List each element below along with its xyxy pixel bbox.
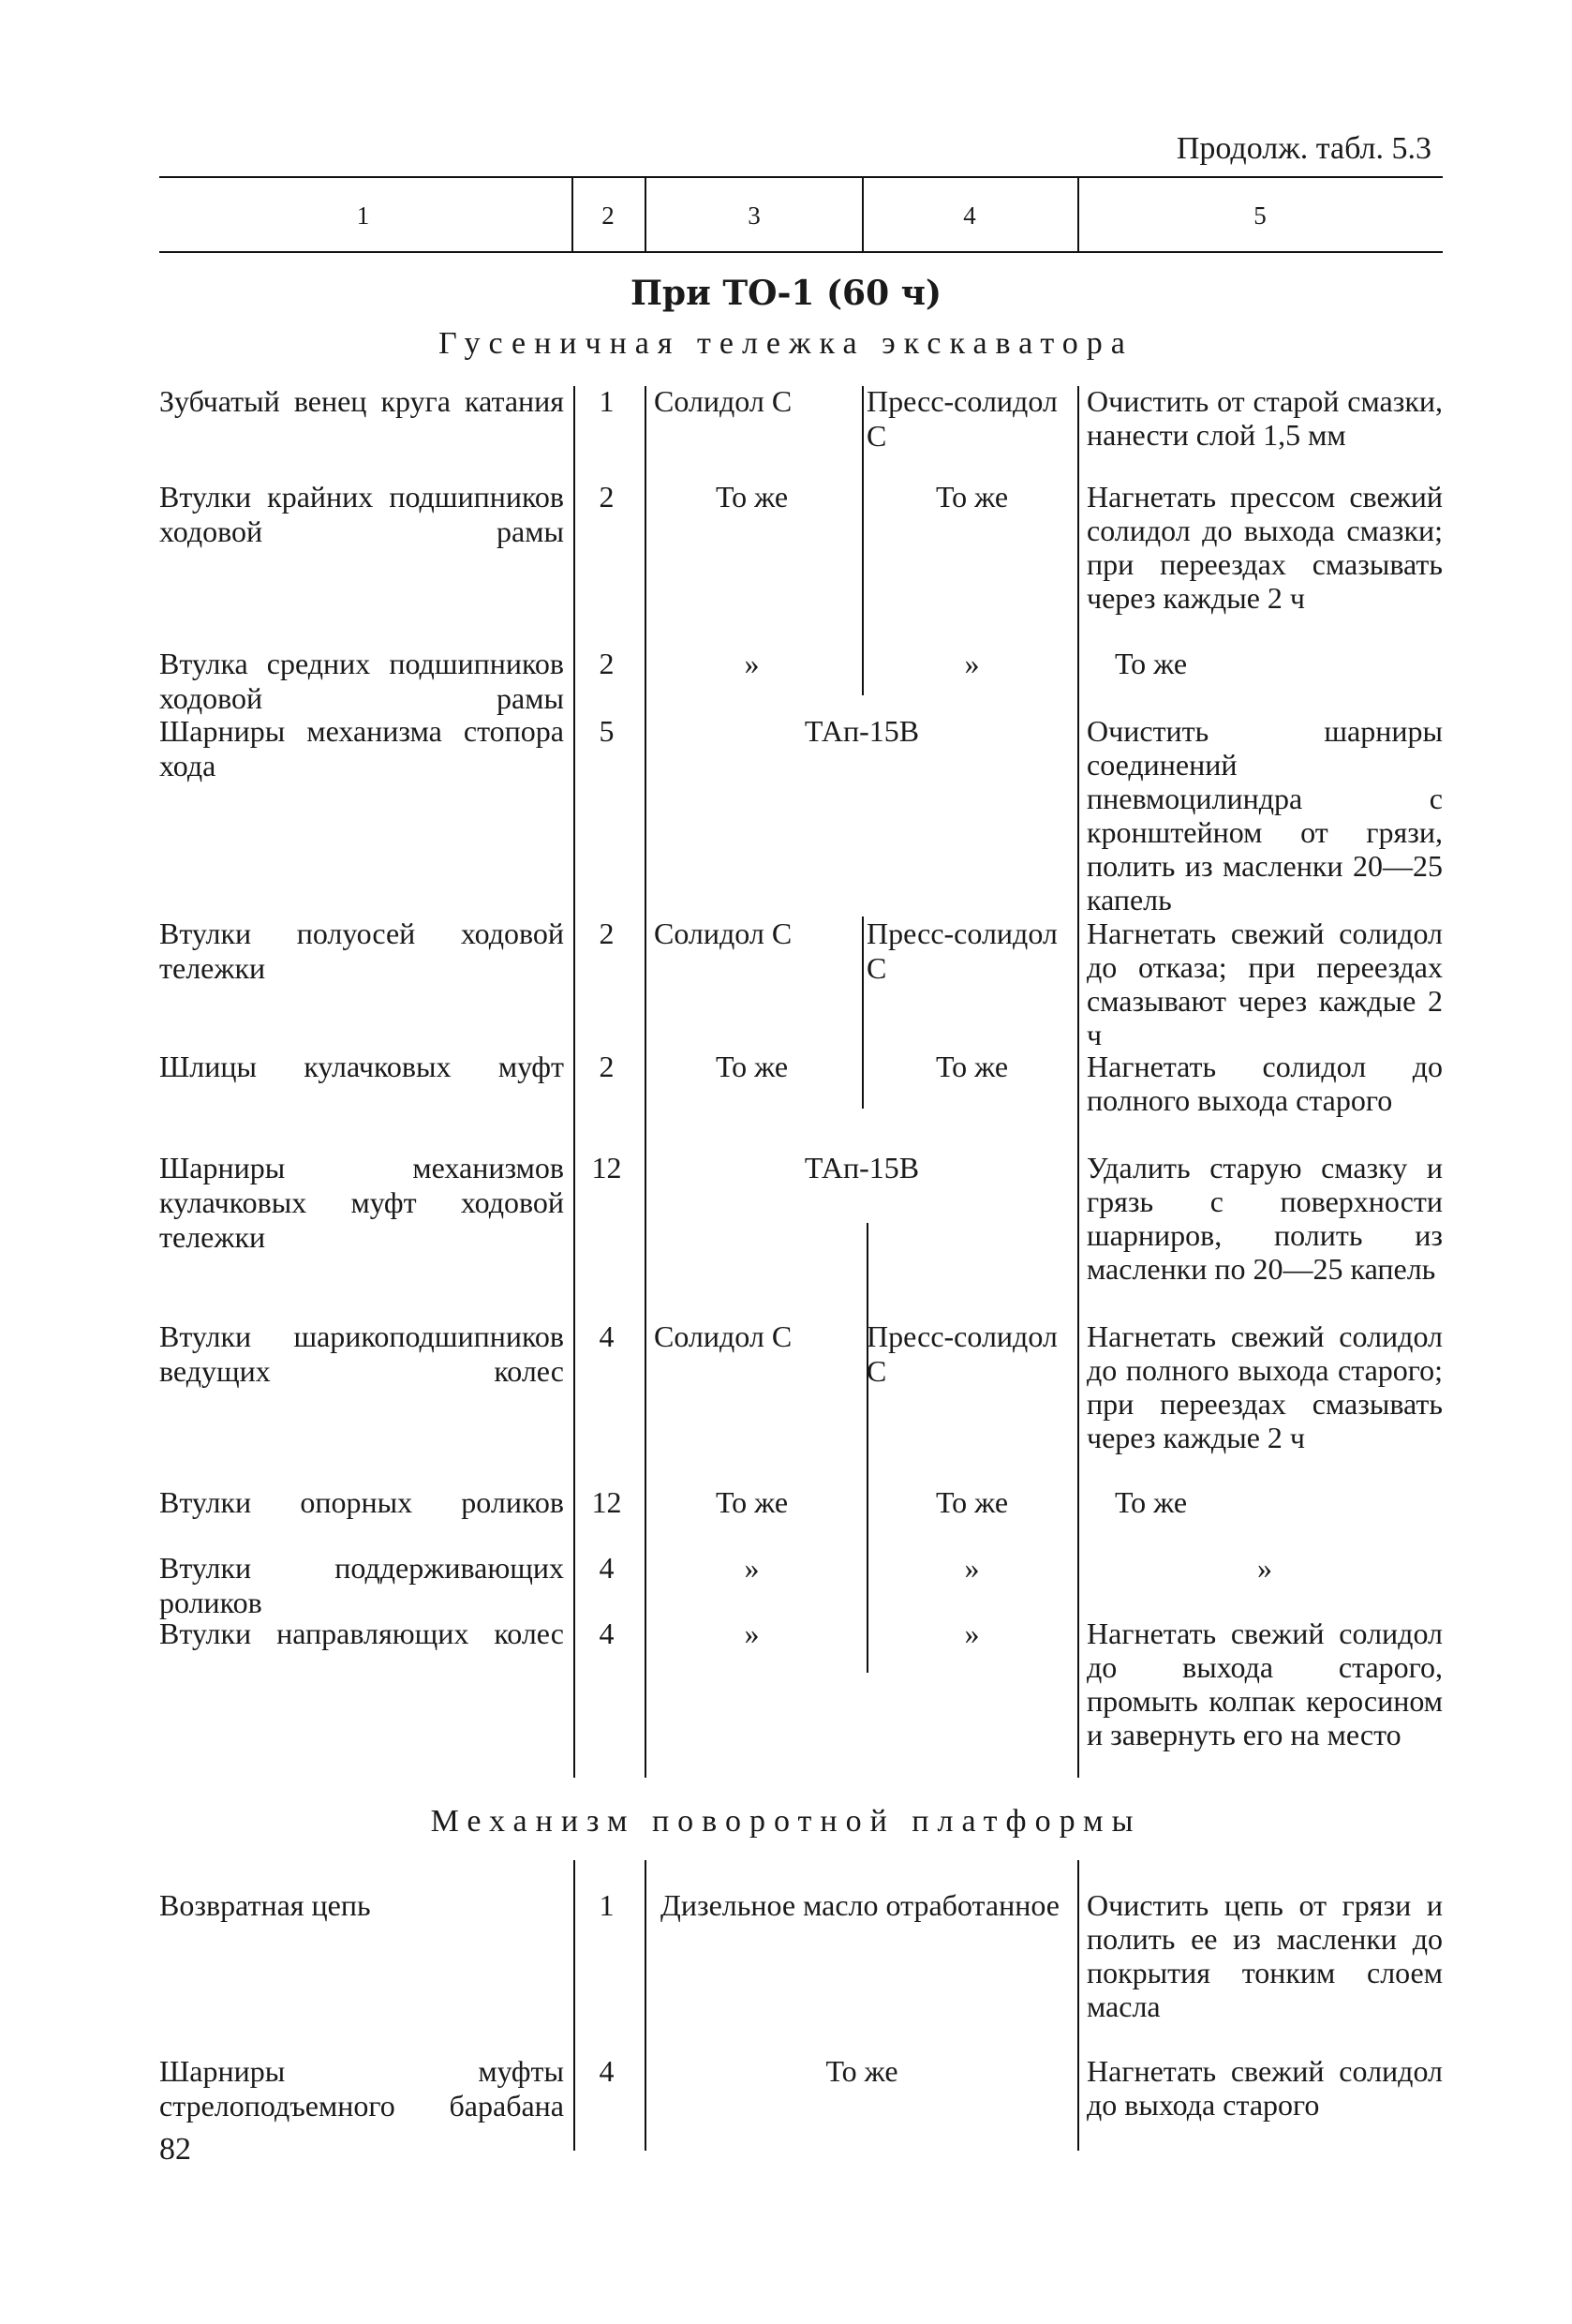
table-row-lubricant: Солидол С (654, 384, 793, 418)
table-row-lubricant: Солидол С (654, 916, 793, 950)
table-row-lubricant: То же (825, 2054, 898, 2088)
table-row-point-count: 2 (599, 1050, 615, 1083)
header-separator (1077, 178, 1079, 251)
table-row-instructions: Удалить старую смазку и грязь с поверхности шарниров, полить из масленки по 20—25 капель (1087, 1151, 1443, 1286)
column-separator (1077, 386, 1079, 1778)
table-row-lubricant: » (744, 1551, 760, 1585)
header-col-5: 5 (1253, 201, 1267, 230)
table-row-point-count: 12 (591, 1485, 622, 1519)
table-row-part-name: Шлицы кулачковых муфт (159, 1050, 564, 1083)
table-row-substitute: То же (935, 1050, 1009, 1083)
header-col-1: 1 (356, 201, 370, 230)
table-row-instructions: Нагнетать свежий солидол до выхода старого, промыть колпак керосином и завернуть его на место (1087, 1616, 1443, 1751)
maintenance-subtitle: При ТО-1 (60 ч) (630, 274, 942, 313)
table-row-substitute: То же (935, 480, 1009, 514)
table-row-substitute: Пресс-солидол С (867, 1319, 1058, 1388)
header-separator (571, 178, 573, 251)
table-row-part-name: Втулки опорных роликов (159, 1485, 564, 1519)
section-title: Механизм поворотной платформы (430, 1804, 1142, 1839)
table-row-point-count: 2 (599, 480, 615, 514)
table-row-lubricant: » (744, 1616, 760, 1650)
table-row-part-name: Втулка средних подшипников ходовой рамы (159, 647, 564, 715)
page-number: 82 (159, 2132, 191, 2167)
table-row-part-name: Шарниры механизмов кулачковых муфт ходовой тележки (159, 1151, 564, 1254)
table-row-point-count: 4 (599, 1551, 615, 1585)
header-col-4: 4 (963, 201, 976, 230)
column-separator (1077, 1860, 1079, 2151)
header-separator (862, 178, 864, 251)
table-row-part-name: Возвратная цепь (159, 1888, 371, 1922)
table-row-instructions: Очистить от старой смазки, нанести слой 1,5 мм (1087, 384, 1443, 452)
table-row-instructions: Очистить шарниры соединений пневмоцилиндра с кронштейном от грязи, полить из масленки 20—25 капель (1087, 714, 1443, 916)
table-continuation-label: Продолж. табл. 5.3 (1176, 131, 1431, 166)
header-top-rule (159, 176, 1443, 178)
table-row-part-name: Шарниры муфты стрелоподъемного барабана (159, 2054, 564, 2123)
table-row-substitute: То же (935, 1485, 1009, 1519)
table-row-lubricant: То же (715, 480, 789, 514)
table-row-instructions: То же (1115, 1485, 1188, 1519)
table-row-instructions: Нагнетать солидол до полного выхода старого (1087, 1050, 1443, 1117)
table-row-part-name: Втулки направляющих колес (159, 1616, 564, 1650)
table-row-instructions: Нагнетать свежий солидол до выхода старого (1087, 2054, 1443, 2122)
table-row-point-count: 2 (599, 916, 615, 950)
table-row-lubricant: То же (715, 1050, 789, 1083)
table-row-substitute: Пресс-солидол С (867, 384, 1058, 453)
table-row-point-count: 4 (599, 2054, 615, 2088)
table-row-lubricant: ТАп-15В (804, 714, 920, 748)
table-row-point-count: 2 (599, 647, 615, 680)
table-row-substitute: Пресс-солидол С (867, 916, 1058, 985)
column-separator (645, 1860, 646, 2151)
table-row-instructions: То же (1115, 647, 1188, 680)
header-col-2: 2 (601, 201, 615, 230)
table-row-instructions: » (1257, 1551, 1272, 1585)
table-row-part-name: Втулки полуосей ходовой тележки (159, 916, 564, 985)
table-row-part-name: Шарниры механизма стопора хода (159, 714, 564, 782)
header-separator (645, 178, 646, 251)
table-row-part-name: Втулки шарикоподшипников ведущих колес (159, 1319, 564, 1388)
table-row-lubricant: » (744, 647, 760, 680)
table-row-instructions: Нагнетать свежий солидол до отказа; при переездах смазывают через каждые 2 ч (1087, 916, 1443, 1051)
table-row-point-count: 4 (599, 1616, 615, 1650)
section-title: Гусеничная тележка экскаватора (438, 326, 1134, 361)
table-row-point-count: 1 (599, 384, 615, 418)
header-col-3: 3 (748, 201, 761, 230)
column-separator (867, 1223, 868, 1673)
table-row-point-count: 1 (599, 1888, 615, 1922)
table-row-lubricant: Дизельное масло отработанное (660, 1888, 1060, 1922)
column-separator (862, 386, 864, 695)
table-row-substitute: » (964, 1551, 980, 1585)
table-row-part-name: Зубчатый венец круга катания (159, 384, 564, 418)
table-row-lubricant: ТАп-15В (804, 1151, 920, 1184)
table-row-lubricant: То же (715, 1485, 789, 1519)
table-row-part-name: Втулки крайних подшипников ходовой рамы (159, 480, 564, 548)
table-row-point-count: 5 (599, 714, 615, 748)
table-row-point-count: 4 (599, 1319, 615, 1353)
table-row-instructions: Нагнетать свежий солидол до полного выхода старого; при переездах смазывать через каждые 2 ч (1087, 1319, 1443, 1454)
table-row-instructions: Нагнетать прессом свежий солидол до выхода смазки; при переездах смазывать через каждые 2 ч (1087, 480, 1443, 615)
table-row-part-name: Втулки поддерживающих роликов (159, 1551, 564, 1619)
table-row-instructions: Очистить цепь от грязи и полить ее из масленки до покрытия тонким слоем масла (1087, 1888, 1443, 2023)
table-row-substitute: » (964, 647, 980, 680)
header-bottom-rule (159, 251, 1443, 253)
table-row-point-count: 12 (591, 1151, 622, 1184)
table-row-lubricant: Солидол С (654, 1319, 793, 1353)
table-row-substitute: » (964, 1616, 980, 1650)
